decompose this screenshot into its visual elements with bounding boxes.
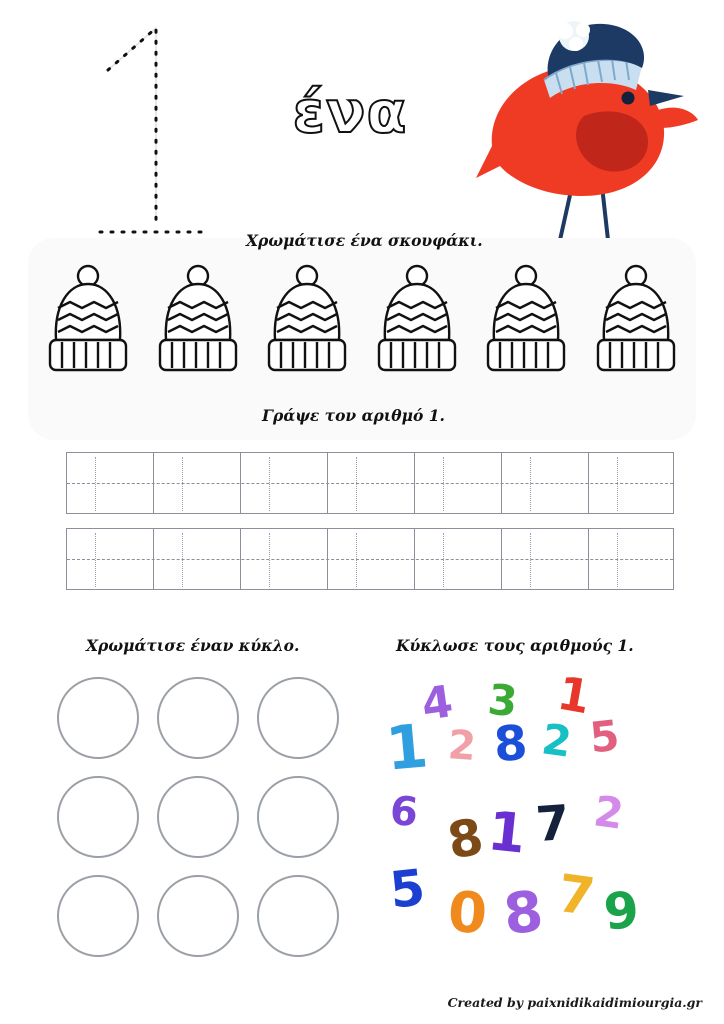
knit-hat[interactable] (259, 262, 355, 380)
scattered-number[interactable]: 9 (601, 880, 642, 942)
writing-row[interactable] (66, 452, 674, 514)
circle-shape[interactable] (57, 776, 139, 858)
bird-illustration (452, 18, 700, 243)
footer-credit: Created by paixnidikaidimiourgia.gr (447, 995, 702, 1010)
scattered-number[interactable]: 8 (492, 714, 530, 774)
knit-hat[interactable] (40, 262, 136, 380)
scattered-number[interactable]: 5 (387, 858, 428, 920)
knit-hat[interactable] (588, 262, 684, 380)
cell-divider (414, 529, 415, 589)
circle-shape[interactable] (257, 776, 339, 858)
knit-hat[interactable] (150, 262, 246, 380)
scattered-number[interactable]: 4 (418, 676, 456, 731)
scattered-number[interactable]: 2 (446, 722, 478, 770)
trace-guide-dotted (443, 457, 444, 511)
circle-shape[interactable] (157, 875, 239, 957)
trace-guide-dotted (530, 533, 531, 587)
page-title: ένα (292, 78, 408, 146)
scattered-numbers-area (372, 664, 672, 964)
scattered-number[interactable]: 2 (538, 714, 575, 767)
midline-dashed (67, 559, 673, 560)
circles-grid (52, 672, 344, 962)
scattered-number[interactable]: 8 (443, 807, 488, 871)
cell-divider (588, 453, 589, 513)
trace-guide-dotted (356, 457, 357, 511)
hats-row (28, 262, 696, 392)
instruction-color-hat: Χρωμάτισε ένα σκουφάκι. (246, 231, 483, 250)
trace-guide-dotted (182, 457, 183, 511)
scattered-number[interactable]: 8 (500, 879, 547, 948)
circle-shape[interactable] (57, 875, 139, 957)
midline-dashed (67, 483, 673, 484)
cell-divider (327, 529, 328, 589)
cell-divider (501, 453, 502, 513)
knit-hat[interactable] (478, 262, 574, 380)
scattered-number[interactable]: 2 (590, 786, 627, 839)
big-numeral-tracing (38, 8, 218, 243)
circle-shape[interactable] (57, 677, 139, 759)
scattered-number[interactable]: 7 (534, 794, 572, 854)
scattered-number[interactable]: 6 (387, 787, 421, 837)
cell-divider (414, 453, 415, 513)
scattered-number[interactable]: 7 (554, 863, 599, 929)
knit-hat[interactable] (369, 262, 465, 380)
cell-divider (501, 529, 502, 589)
trace-guide-dotted (182, 533, 183, 587)
instruction-write-number: Γράψε τον αριθμό 1. (262, 406, 445, 425)
circle-shape[interactable] (257, 875, 339, 957)
instruction-circle-numbers: Κύκλωσε τους αριθμούς 1. (396, 636, 634, 655)
cell-divider (240, 529, 241, 589)
scattered-number[interactable]: 1 (383, 711, 431, 785)
trace-guide-dotted (530, 457, 531, 511)
trace-guide-dotted (95, 457, 96, 511)
scattered-number[interactable]: 0 (445, 879, 490, 948)
scattered-number[interactable]: 1 (484, 799, 529, 866)
instruction-color-circle: Χρωμάτισε έναν κύκλο. (86, 636, 300, 655)
trace-guide-dotted (617, 457, 618, 511)
trace-guide-dotted (443, 533, 444, 587)
circle-shape[interactable] (257, 677, 339, 759)
cell-divider (240, 453, 241, 513)
cell-divider (153, 453, 154, 513)
scattered-number[interactable]: 1 (553, 665, 595, 725)
circle-shape[interactable] (157, 776, 239, 858)
trace-guide-dotted (269, 457, 270, 511)
scattered-number[interactable]: 5 (587, 710, 622, 763)
writing-row[interactable] (66, 528, 674, 590)
cell-divider (153, 529, 154, 589)
trace-guide-dotted (617, 533, 618, 587)
cell-divider (588, 529, 589, 589)
trace-guide-dotted (95, 533, 96, 587)
trace-guide-dotted (356, 533, 357, 587)
circle-shape[interactable] (157, 677, 239, 759)
scattered-number[interactable]: 3 (485, 674, 520, 727)
trace-guide-dotted (269, 533, 270, 587)
cell-divider (327, 453, 328, 513)
